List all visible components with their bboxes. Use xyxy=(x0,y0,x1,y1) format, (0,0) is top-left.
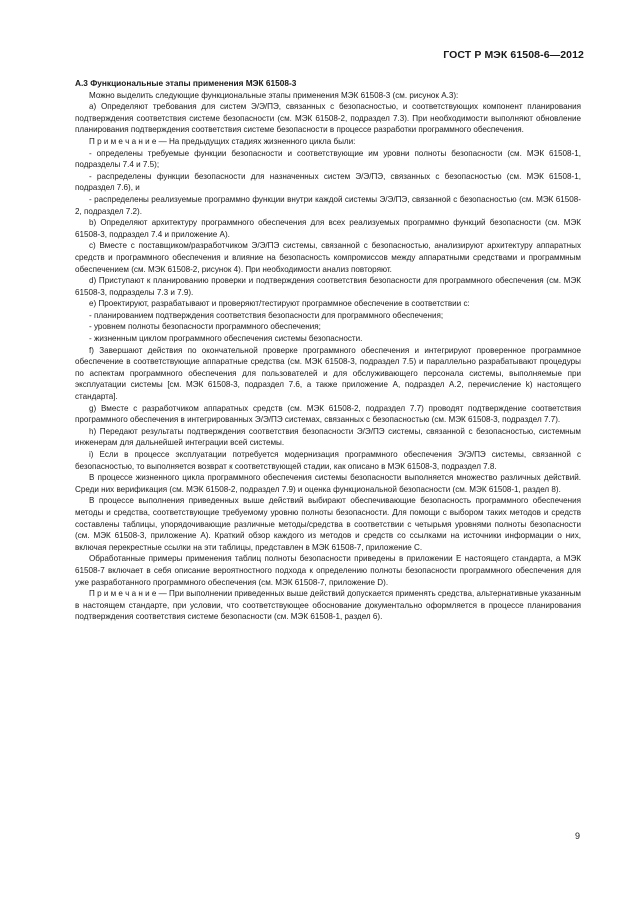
list-item: - уровнем полноты безопасности программного обеспечения; xyxy=(89,322,321,332)
note-paragraph: П р и м е ч а н и е — На предыдущих стадиях жизненного цикла были: xyxy=(89,136,356,146)
paragraph-item-g: g) Вместе с разработчиком аппаратных средств (см. МЭК 61508-2, подраздел 7.7) проводят подтверждение соответствия программного обеспечения в интегрированных Э/Э/ПЭ системах, связанных с безопасностью (см. МЭК 61508-3, подраздел 7.7). xyxy=(75,403,581,425)
note-paragraph: П р и м е ч а н и е — При выполнении приведенных выше действий допускается применять средства, альтернативные указанным в настоящем стандарте, при условии, что соответствующее обоснование документально оформляется в процессе планирования подтверждения соответствия системе безопасности (см. МЭК 61508-1, раздел 6). xyxy=(75,589,581,622)
paragraph-item-d: d) Приступают к планированию проверки и подтверждения соответствия безопасности для программного обеспечения (см. МЭК 61508-3, подразделы 7.3 и 7.9). xyxy=(75,276,581,297)
body-paragraph: В процессе жизненного цикла программного обеспечения системы безопасности выполняется множество различных действий. Среди них верификация (см. МЭК 61508-2, подраздел 7.9) и оценка функциональной безопасности (см. МЭК 61508-1, раздел 8). xyxy=(75,473,581,494)
list-item: - планированием подтверждения соответствия безопасности для программного обеспечения; xyxy=(89,310,444,320)
body-paragraph: В процессе выполнения приведенных выше действий выбирают обеспечивающие безопасность программного обеспечения методы и средства, соответствующие требуемому уровню полноты безопасности. Для помощи с выбором таких методов и средств составлены таблицы, упорядочивающие различные методы/средства в соответствии с четырьмя уровнями полноты безопасности (см. МЭК 61508-3, приложение А). Краткий обзор каждого из методов и средств со ссылками на источники информации о них, включая перекрестные ссылки на эти таблицы, представлен в МЭК 61508-7, приложение С. xyxy=(75,496,581,552)
note-list-item: - распределены реализуемые программно функции внутри каждой системы Э/Э/ПЭ, связанной с безопасностью (см. МЭК 61508-2, подраздел 7.2). xyxy=(75,194,581,216)
paragraph-item-c: с) Вместе с поставщиком/разработчиком Э/Э/ПЭ системы, связанной с безопасностью, анализируют архитектуру аппаратных средств и программного обеспечения и влияние на безопасность компромиссов между аппаратными средствами и программным обеспечением (см. МЭК 61508-2, рисунок 4). При необходимости анализ повторяют. xyxy=(75,241,581,274)
note-list-item: - определены требуемые функции безопасности и соответствующие им уровни полноты безопасности (см. МЭК 61508-1, подразделы 7.4 и 7.5); xyxy=(75,148,581,170)
paragraph-item-b: b) Определяют архитектуру программного обеспечения для всех реализуемых программно функций безопасности (см. МЭК 61508-3, подраздел 7.4 и приложение А). xyxy=(75,218,581,239)
paragraph-item-a: а) Определяют требования для систем Э/Э/ПЭ, связанных с безопасностью, и соответствующих компонент планирования подтверждения соответствия системе безопасности (см. МЭК 61508-2, подраздел 7.3). При необходимости выполняют обновление планирования подтверждения соответствия системе безопасности в процессе разработки программного обеспечения. xyxy=(75,102,581,135)
list-item: - жизненным циклом программного обеспечения системы безопасности. xyxy=(89,334,363,344)
page-number: 9 xyxy=(574,831,580,841)
paragraph-item-e: е) Проектируют, разрабатывают и проверяют/тестируют программное обеспечение в соответствии с: xyxy=(89,299,470,309)
paragraph-item-f: f) Завершают действия по окончательной проверке программного обеспечения и интегрируют проверенное программное обеспечение в соответствующие аппаратные средства (см. МЭК 61508-3, подраздел 7.5) и параллельно разрабатывают процедуры по аспектам программного обеспечения для пользователей и для обслуживающего персонала системы, выполняемые при эксплуатации системы [см. МЭК 61508-3, подраздел 7.6, а также приложение А, подраздел А.2, перечисление k) настоящего стандарта]. xyxy=(75,345,581,402)
paragraph-item-i: i) Если в процессе эксплуатации потребуется модернизация программного обеспечения Э/Э/ПЭ системы, связанной с безопасностью, то выполняется возврат к соответствующей стадии, как описано в МЭК 61508-3, подраздел 7.8. xyxy=(75,450,581,471)
note-list-item: - распределены функции безопасности для назначенных систем Э/Э/ПЭ, связанных с безопасностью (см. МЭК 61508-1, подраздел 7.6), и xyxy=(75,171,581,193)
section-heading: А.3 Функциональные этапы применения МЭК 61508-3 xyxy=(75,78,297,88)
paragraph-item-h: h) Передают результаты подтверждения соответствия безопасности Э/Э/ПЭ системы, связанной с безопасностью, системным инженерам для дальнейшей интеграции всей системы. xyxy=(75,426,581,448)
body-paragraph: Обработанные примеры применения таблиц полноты безопасности приведены в приложении Е настоящего стандарта, а МЭК 61508-7 включает в себя описание вероятностного подхода к определению полноты безопасности программного обеспечения для уже разработанного программного обеспечения (см. МЭК 61508-7, приложение D). xyxy=(75,554,581,587)
page-content xyxy=(75,78,581,623)
paragraph-intro: Можно выделить следующие функциональные этапы применения МЭК 61508-3 (см. рисунок А.3): xyxy=(89,90,459,100)
document-code-header: ГОСТ Р МЭК 61508-6—2012 xyxy=(443,49,584,61)
